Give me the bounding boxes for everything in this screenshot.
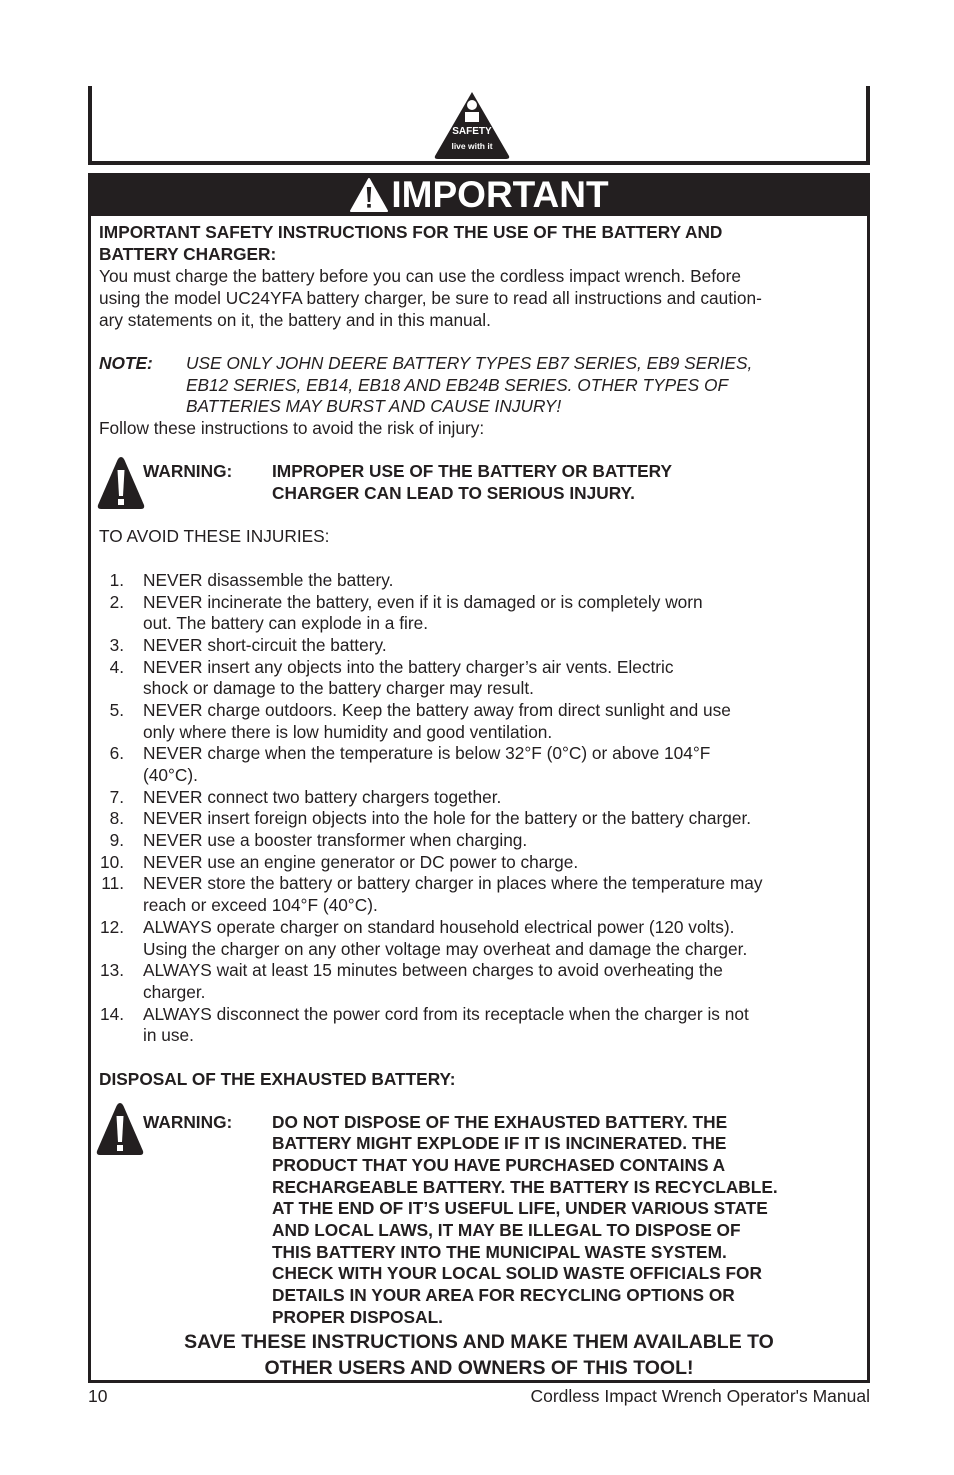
warning2-line: PROPER DISPOSAL.: [272, 1307, 443, 1327]
list-number: 5.: [109, 700, 124, 720]
warning1-line: IMPROPER USE OF THE BATTERY OR BATTERY: [272, 461, 673, 481]
list-item: Using the charger on any other voltage may overheat and damage the charger.: [143, 939, 748, 959]
intro-line: You must charge the battery before you can use the cordless impact wrench. Before: [99, 266, 742, 286]
list-item: reach or exceed 104°F (40°C).: [143, 895, 378, 915]
banner-title: IMPORTANT: [391, 174, 609, 215]
safety-logo-icon: [433, 90, 511, 160]
list-item: NEVER insert any objects into the battery charger’s air vents. Electric: [143, 657, 674, 677]
warning-triangle-icon: [349, 177, 389, 213]
note-line: BATTERIES MAY BURST AND CAUSE INJURY!: [186, 396, 562, 416]
list-item: only where there is low humidity and good ventilation.: [143, 722, 553, 742]
warning-triangle-icon: [96, 455, 146, 511]
list-item: ALWAYS disconnect the power cord from its receptacle when the charger is not: [143, 1004, 749, 1024]
list-item: NEVER insert foreign objects into the hole for the battery or the battery charger.: [143, 808, 752, 828]
note-line: EB12 SERIES, EB14, EB18 AND EB24B SERIES. OTHER TYPES OF: [186, 375, 729, 395]
warning2-line: AND LOCAL LAWS, IT MAY BE ILLEGAL TO DISPOSE OF: [272, 1220, 741, 1240]
list-item: out. The battery can explode in a fire.: [143, 613, 428, 633]
list-number: 11.: [101, 873, 124, 893]
list-item: NEVER incinerate the battery, even if it is damaged or is completely worn: [143, 592, 703, 612]
list-number: 2.: [109, 592, 124, 612]
list-item: (40°C).: [143, 765, 198, 785]
list-item: NEVER connect two battery chargers together.: [143, 787, 502, 807]
warning1-line: CHARGER CAN LEAD TO SERIOUS INJURY.: [272, 483, 635, 503]
list-number: 9.: [109, 830, 124, 850]
list-number: 1.: [109, 570, 124, 590]
intro-line: ary statements on it, the battery and in this manual.: [99, 310, 491, 330]
list-number: 4.: [109, 657, 124, 677]
warning2-line: BATTERY MIGHT EXPLODE IF IT IS INCINERATED. THE: [272, 1133, 727, 1153]
list-item: NEVER charge outdoors. Keep the battery away from direct sunlight and use: [143, 700, 731, 720]
safety-logo-line1: SAFETY: [452, 126, 492, 137]
note-label: NOTE:: [99, 353, 153, 373]
list-number: 10.: [99, 852, 124, 872]
list-item: ALWAYS operate charger on standard household electrical power (120 volts).: [143, 917, 735, 937]
intro-heading-line1: IMPORTANT SAFETY INSTRUCTIONS FOR THE USE OF THE BATTERY AND: [99, 222, 723, 242]
warning2-line: PRODUCT THAT YOU HAVE PURCHASED CONTAINS A: [272, 1155, 726, 1175]
save-instructions-line1: SAVE THESE INSTRUCTIONS AND MAKE THEM AVAILABLE TO: [184, 1331, 774, 1353]
list-item: NEVER use a booster transformer when charging.: [143, 830, 528, 850]
list-item: in use.: [143, 1025, 194, 1045]
manual-title: Cordless Impact Wrench Operator's Manual: [530, 1386, 870, 1406]
list-number: 3.: [109, 635, 124, 655]
warning2-line: CHECK WITH YOUR LOCAL SOLID WASTE OFFICIALS FOR: [272, 1263, 762, 1283]
list-number: 14.: [99, 1004, 124, 1024]
warning1-label: WARNING:: [143, 461, 233, 481]
list-item: NEVER use an engine generator or DC power to charge.: [143, 852, 579, 872]
list-number: 12.: [99, 917, 124, 937]
warning2-line: DETAILS IN YOUR AREA FOR RECYCLING OPTIONS OR: [272, 1285, 735, 1305]
list-item: charger.: [143, 982, 206, 1002]
note-line: USE ONLY JOHN DEERE BATTERY TYPES EB7 SERIES, EB9 SERIES,: [186, 353, 753, 373]
intro-line: using the model UC24YFA battery charger, be sure to read all instructions and caution-: [99, 288, 762, 308]
list-number: 8.: [109, 808, 124, 828]
list-number: 7.: [109, 787, 124, 807]
list-item: NEVER charge when the temperature is below 32°F (0°C) or above 104°F: [143, 743, 711, 763]
list-item: shock or damage to the battery charger may result.: [143, 678, 534, 698]
warning2-line: AT THE END OF IT’S USEFUL LIFE, UNDER VARIOUS STATE: [272, 1198, 768, 1218]
list-item: NEVER short-circuit the battery.: [143, 635, 387, 655]
intro-heading-line2: BATTERY CHARGER:: [99, 244, 277, 264]
safety-logo-line2: live with it: [451, 141, 493, 151]
list-item: ALWAYS wait at least 15 minutes between charges to avoid overheating the: [143, 960, 723, 980]
warning2-label: WARNING:: [143, 1112, 233, 1132]
save-instructions-line2: OTHER USERS AND OWNERS OF THIS TOOL!: [264, 1357, 694, 1379]
list-item: NEVER store the battery or battery charger in places where the temperature may: [143, 873, 763, 893]
disposal-heading: DISPOSAL OF THE EXHAUSTED BATTERY:: [99, 1069, 456, 1089]
warning2-line: THIS BATTERY INTO THE MUNICIPAL WASTE SYSTEM.: [272, 1242, 727, 1262]
warning2-line: DO NOT DISPOSE OF THE EXHAUSTED BATTERY. THE: [272, 1112, 728, 1132]
warning-triangle-icon: [94, 1101, 146, 1157]
follow-text: Follow these instructions to avoid the risk of injury:: [99, 418, 485, 438]
avoid-heading: TO AVOID THESE INJURIES:: [99, 526, 330, 546]
list-number: 13.: [99, 960, 124, 980]
page-number: 10: [88, 1386, 108, 1406]
important-banner: [88, 173, 870, 216]
warning2-line: RECHARGEABLE BATTERY. THE BATTERY IS RECYCLABLE.: [272, 1177, 778, 1197]
list-item: NEVER disassemble the battery.: [143, 570, 394, 590]
list-number: 6.: [109, 743, 124, 763]
